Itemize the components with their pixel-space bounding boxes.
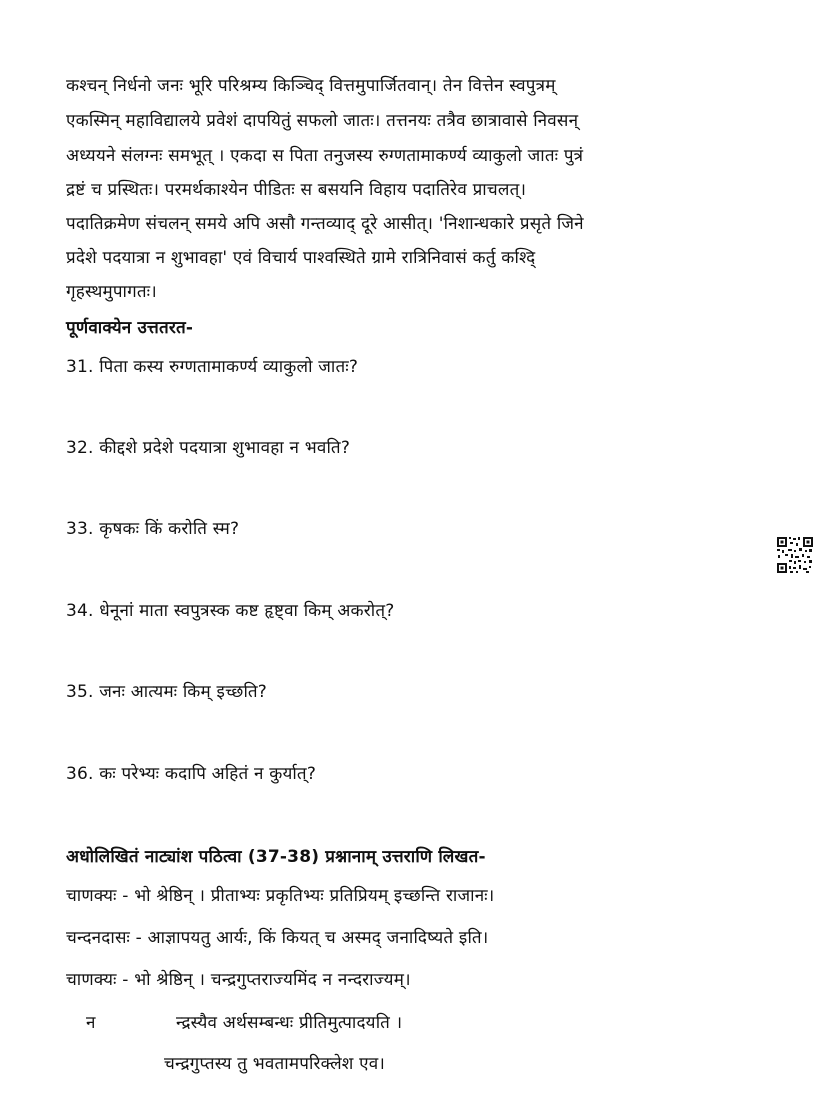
question-32: 32. कीद्दशे प्रदेशे पदयात्रा शुभावहा न भवति?	[66, 438, 351, 458]
question-35: 35. जनः आत्यमः किम् इच्छति?	[66, 682, 267, 702]
question-36: 36. कः परेभ्यः कदापि अहितं न कुर्यात्?	[66, 764, 317, 784]
qr-code-icon	[776, 536, 814, 574]
dialogue-line-5: चन्द्रगुप्तस्य तु भवतामपरिक्लेश एव।	[164, 1054, 386, 1074]
passage-line-5: पदातिक्रमेण संचलन् समये अपि असौ गन्तव्याद् दूरे आसीत्। 'निशान्धकारे प्रसृते जिने	[66, 214, 584, 234]
passage-line-1: कश्चन् निर्धनो जनः भूरि परिश्रम्य किञ्चिद् वित्तमुपार्जितवान्। तेन वित्तेन स्वपुत्रम्	[66, 76, 556, 96]
passage-line-6: प्रदेशे पदयात्रा न शुभावहा' एवं विचार्य पाश्वस्थिते ग्रामे रात्रिनिवासं कर्तु कश्दि्	[66, 248, 536, 268]
dialogue-line-4: न्द्रस्यैव अर्थसम्बन्धः प्रीतिमुत्पादयति ।	[176, 1013, 403, 1033]
section2-heading: अधोलिखितं नाट्यांश पठित्वा (37-38) प्रश्नानाम् उत्तराणि लिखत-	[66, 847, 486, 867]
passage-line-2: एकस्मिन् महाविद्यालये प्रवेशं दापयितुं सफलो जातः। तत्तनयः तत्रैव छात्रावासे निवसन्	[66, 111, 579, 131]
question-33: 33. कृषकः किं करोति स्म?	[66, 519, 240, 539]
question-34: 34. धेनूनां माता स्वपुत्रस्क कष्ट हृष्ट्वा किम् अकरोत्?	[66, 601, 395, 621]
dialogue-line-1: चाणक्यः - भो श्रेष्ठिन् । प्रीताभ्यः प्रकृतिभ्यः प्रतिप्रियम् इच्छन्ति राजानः।	[66, 886, 495, 906]
passage-line-3: अध्ययने संलग्नः समभूत् । एकदा स पिता तनुजस्य रुग्णतामाकर्ण्य व्याकुलो जातः पुत्रं	[66, 146, 584, 166]
section1-heading: पूर्णवाक्येन उत्ततरत-	[66, 318, 194, 338]
question-31: 31. पिता कस्य रुग्णतामाकर्ण्य व्याकुलो जातः?	[66, 357, 359, 377]
dialogue-line-2: चन्दनदासः - आज्ञापयतु आर्यः, किं कियत् च अस्मद् जनादिष्यते इति।	[66, 928, 489, 948]
passage-line-7: गृहस्थमुपागतः।	[66, 282, 157, 302]
dialogue-line-4-prefix: न	[86, 1013, 96, 1033]
dialogue-line-3: चाणक्यः - भो श्रेष्ठिन् । चन्द्रगुप्तराज्यमिंद न नन्दराज्यम्।	[66, 970, 411, 990]
passage-line-4: द्रष्टं च प्रस्थितः। परमर्थकाश्येन पीडितः स बसयनि विहाय पदातिरेव प्राचलत्।	[66, 180, 527, 200]
